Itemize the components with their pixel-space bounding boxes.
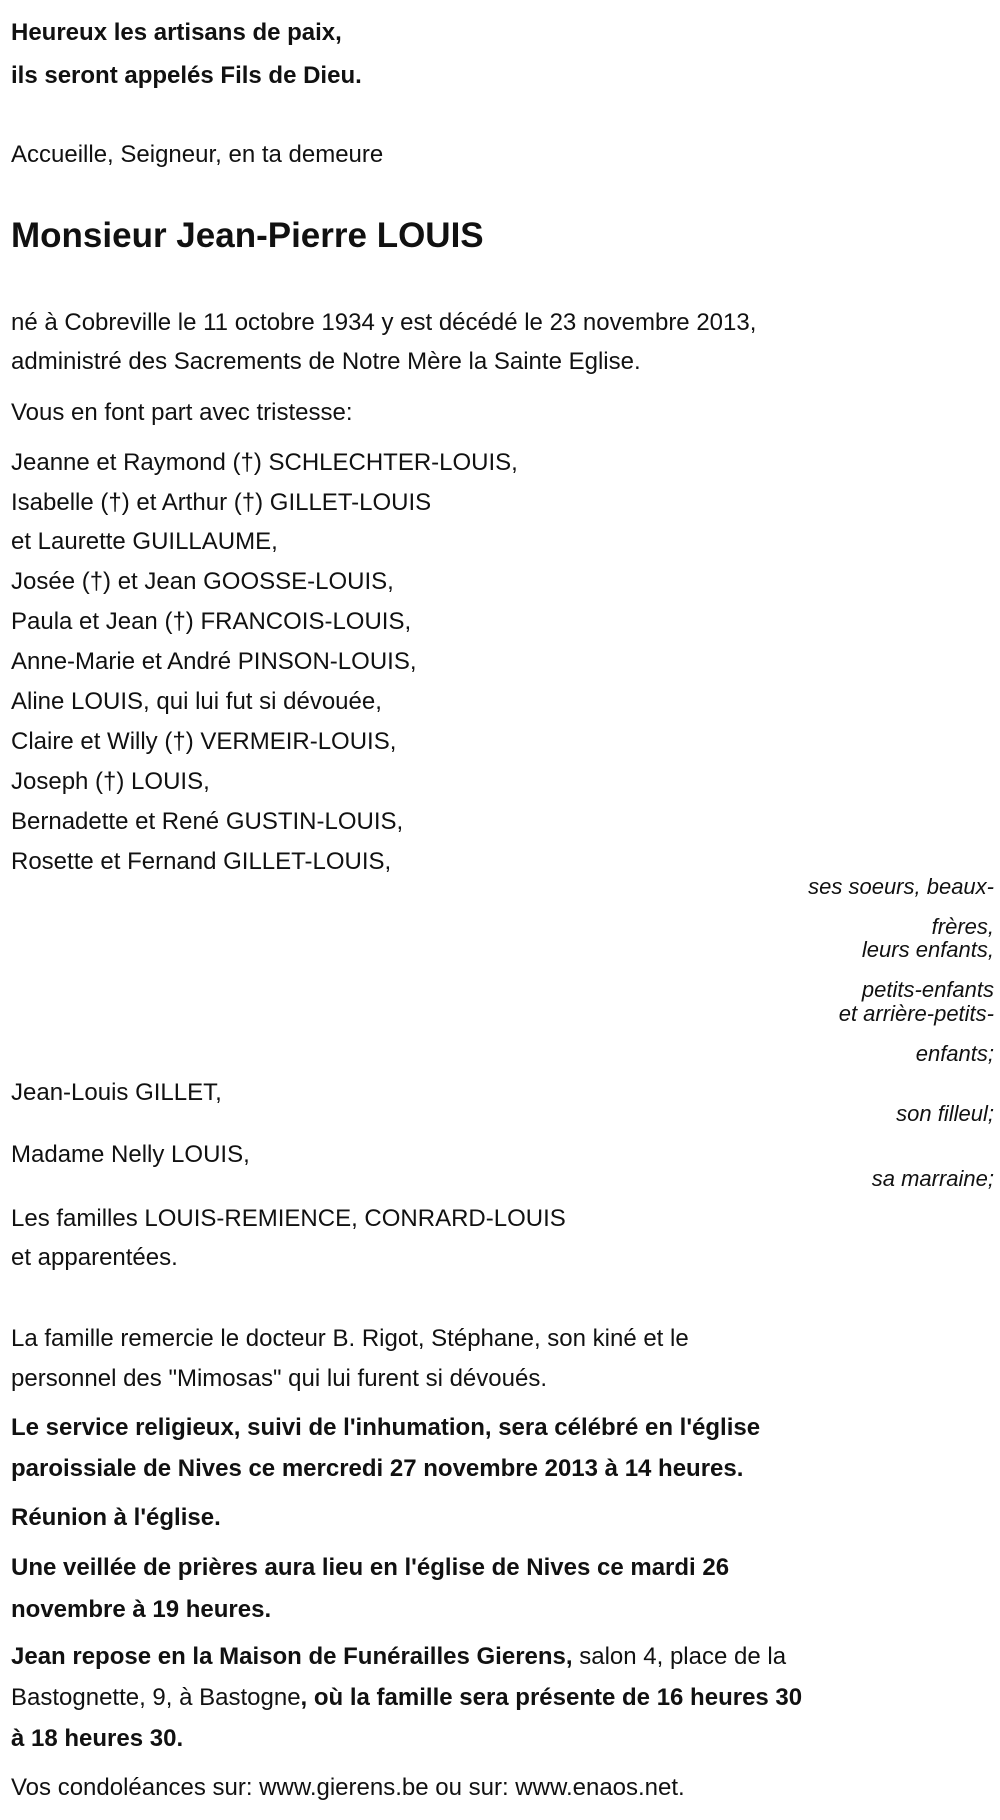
family-relation: leurs enfants,	[861, 937, 994, 962]
thanks-line-2: personnel des "Mimosas" qui lui furent si dévoués.	[11, 1365, 547, 1392]
godson-relation: son filleul;	[896, 1101, 994, 1126]
families-line-1: Les familles LOUIS-REMIENCE, CONRARD-LOUIS	[11, 1205, 566, 1232]
meeting: Réunion à l'église.	[11, 1504, 221, 1531]
rest-line-2	[11, 1684, 802, 1712]
family-line: Anne-Marie et André PINSON-LOUIS,	[11, 648, 417, 675]
vigil-line-1: Une veillée de prières aura lieu en l'église de Nives ce mardi 26	[11, 1554, 730, 1581]
family-line: Claire et Willy (†) VERMEIR-LOUIS,	[11, 728, 397, 755]
deceased-name: Monsieur Jean-Pierre LOUIS	[11, 216, 484, 255]
thanks-line-1: La famille remercie le docteur B. Rigot, Stéphane, son kiné et le	[11, 1325, 689, 1352]
verse-line-1: Heureux les artisans de paix,	[11, 19, 342, 46]
family-relation: frères,	[931, 914, 994, 939]
funeral-address-cont: Bastognette, 9, à Bastogne	[11, 1684, 301, 1711]
intro: Vous en font part avec tristesse:	[11, 399, 353, 426]
family-relation: enfants;	[915, 1041, 994, 1066]
family-line: Josée (†) et Jean GOOSSE-LOUIS,	[11, 568, 394, 595]
service-line-1: Le service religieux, suivi de l'inhumation, sera célébré en l'église	[11, 1414, 761, 1441]
verse-line-2: ils seront appelés Fils de Dieu.	[11, 62, 362, 89]
family-line: Rosette et Fernand GILLET-LOUIS,	[11, 848, 392, 875]
family-line: Joseph (†) LOUIS,	[11, 768, 210, 795]
service-line-2: paroissiale de Nives ce mercredi 27 novembre 2013 à 14 heures.	[11, 1455, 744, 1482]
family-relation: ses soeurs, beaux-	[808, 874, 994, 899]
family-line: Bernadette et René GUSTIN-LOUIS,	[11, 808, 404, 835]
families-line-2: et apparentées.	[11, 1244, 178, 1271]
condolences: Vos condoléances sur: www.gierens.be ou sur: www.enaos.net.	[11, 1774, 685, 1801]
family-line: et Laurette GUILLAUME,	[11, 528, 278, 555]
family-relation: et arrière-petits-	[838, 1001, 994, 1026]
family-line: Aline LOUIS, qui lui fut si dévouée,	[11, 688, 382, 715]
bio-line-1: né à Cobreville le 11 octobre 1934 y est décédé le 23 novembre 2013,	[11, 309, 757, 336]
rest-line-1	[11, 1643, 786, 1671]
family-line: Isabelle (†) et Arthur (†) GILLET-LOUIS	[11, 489, 432, 516]
godmother-relation: sa marraine;	[871, 1166, 994, 1191]
godson-name: Jean-Louis GILLET,	[11, 1079, 222, 1106]
funeral-home: Jean repose en la Maison de Funérailles Gierens,	[11, 1643, 573, 1670]
family-line: Jeanne et Raymond (†) SCHLECHTER-LOUIS,	[11, 449, 518, 476]
family-relation: petits-enfants	[861, 977, 994, 1002]
visiting-hours: , où la famille sera présente de 16 heures 30	[300, 1684, 803, 1711]
vigil-line-2: novembre à 19 heures.	[11, 1596, 272, 1623]
prayer: Accueille, Seigneur, en ta demeure	[11, 141, 384, 168]
rest-line-3: à 18 heures 30.	[11, 1725, 184, 1752]
family-line: Paula et Jean (†) FRANCOIS-LOUIS,	[11, 608, 412, 635]
godmother-name: Madame Nelly LOUIS,	[11, 1141, 250, 1168]
funeral-address: salon 4, place de la	[572, 1643, 787, 1670]
bio-line-2: administré des Sacrements de Notre Mère la Sainte Eglise.	[11, 348, 641, 375]
